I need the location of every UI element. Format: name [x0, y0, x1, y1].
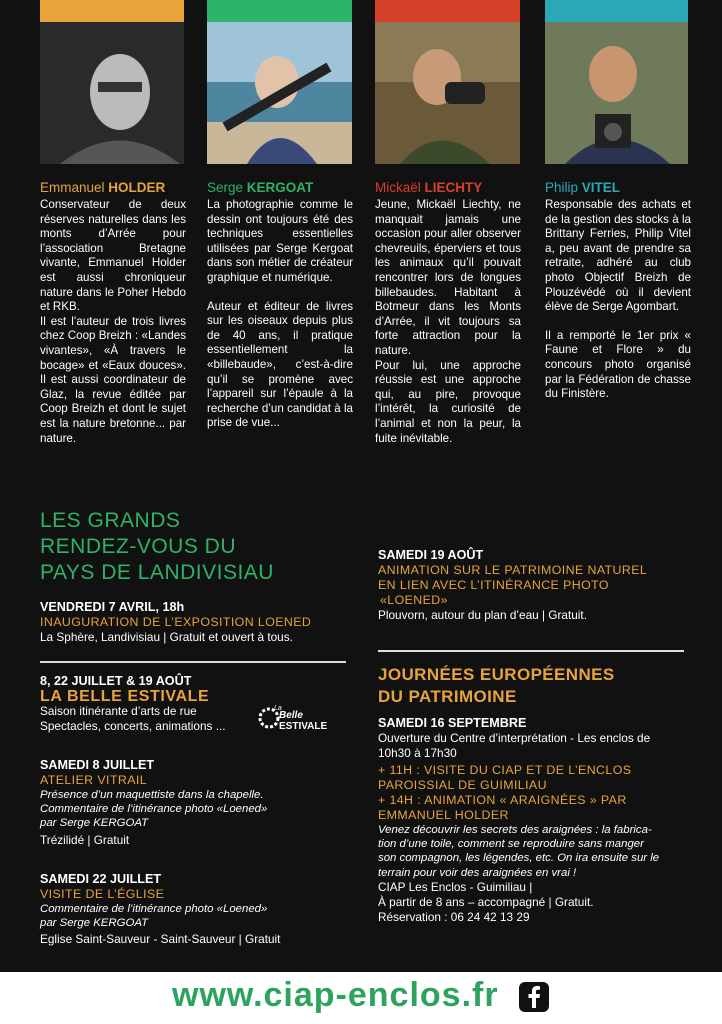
- bio-paragraph: Pour lui, une approche réussie est une approche qui, au pire, provoque l’intérêt, la curiosité de l’animal et non la peur, la fuite inévitable.: [375, 358, 521, 445]
- event-title: + 11H : VISITE DU CIAP ET DE L’ENCLOS: [378, 763, 632, 777]
- event-title: LA BELLE ESTIVALE: [40, 688, 210, 705]
- event-title: VISITE DE L’ÉGLISE: [40, 887, 165, 901]
- heading-line: LES GRANDS: [40, 509, 181, 532]
- website-link[interactable]: www.ciap-enclos.fr: [172, 976, 499, 1014]
- event-place: Trézilidé | Gratuit: [40, 832, 130, 847]
- last-name: VITEL: [581, 180, 621, 195]
- event-title: EN LIEN AVEC L’ITINÉRANCE PHOTO: [378, 578, 609, 592]
- first-name: Philip: [545, 180, 579, 195]
- color-bar-2: [207, 0, 352, 22]
- name-holder: [40, 180, 186, 195]
- divider: [378, 650, 684, 652]
- jep-heading: [378, 664, 615, 708]
- event-date: SAMEDI 22 JUILLET: [40, 872, 162, 886]
- heading-line: PAYS DE LANDIVISIAU: [40, 561, 274, 584]
- event-desc: Ouverture du Centre d’interprétation - Les enclos de: [378, 731, 651, 745]
- event-desc: par Serge KERGOAT: [40, 817, 149, 830]
- event-desc: terrain pour voir des araignées en vrai !: [378, 866, 577, 879]
- event-title: INAUGURATION DE L’EXPOSITION LOENED: [40, 615, 312, 629]
- event-date: SAMEDI 8 JUILLET: [40, 758, 155, 772]
- bio-paragraph: Responsable des achats et de la gestion des stocks à la Brittany Ferries, Philip Vitel a, peu avant de prendre sa retraite, adhéré au club photo Objectif Breizh de Plouzévédé où il devient élève de Serge Agombart.: [545, 198, 691, 314]
- first-name: Mickaël: [375, 180, 421, 195]
- event-desc: Présence d’un maquettiste dans la chapelle.: [40, 789, 264, 801]
- event-desc: par Serge KERGOAT: [40, 917, 149, 930]
- svg-text:Belle: Belle: [279, 710, 303, 721]
- bio-paragraph: Auteur et éditeur de livres sur les oiseaux depuis plus de 40 ans, il pratique essentiellement la «billebaude», c’est-à-dire qu’il se promène avec l’appareil sur l’épaule à la recherche d’un candidat à la prise de vue...: [207, 299, 353, 430]
- event-place: La Sphère, Landivisiau | Gratuit et ouvert à tous.: [40, 630, 293, 644]
- event-desc: son compagnon, les légendes, etc. On ira ensuite sur le: [378, 852, 660, 865]
- event-belle-estivale: [40, 674, 270, 734]
- bio-holder: [40, 180, 186, 446]
- bio-paragraph: Conservateur de deux réserves naturelles dans les monts d’Arrée pour l’association Bretagne vivante, Emmanuel Holder est aussi chroniqueur nature dans le Poher Hebdo et RKB.: [40, 198, 186, 314]
- belle-estivale-logo: [257, 700, 341, 732]
- svg-text:La: La: [274, 705, 282, 712]
- portrait-photo-vitel: [545, 22, 688, 164]
- event-desc: Spectacles, concerts, animations ...: [40, 719, 226, 733]
- event-title: EMMANUEL HOLDER: [378, 808, 509, 822]
- event-title: + 14H : ANIMATION « ARAIGNÉES » PAR: [378, 793, 627, 807]
- last-name: LIECHTY: [424, 180, 483, 195]
- heading-line: RENDEZ-VOUS DU: [40, 535, 237, 558]
- bio-paragraph: Il a remporté le 1er prix « Faune et Flore » du concours photo organisé par la Fédération de chasse du Finistère.: [545, 328, 691, 401]
- bio-liechty: [375, 180, 521, 446]
- first-name: Emmanuel: [40, 180, 105, 195]
- divider: [40, 661, 346, 663]
- event-atelier-vitrail: [40, 758, 350, 848]
- event-desc: Commentaire de l’itinérance photo «Loened»: [40, 903, 268, 915]
- event-place: À partir de 8 ans – accompagné | Gratuit.: [378, 894, 594, 909]
- portrait-photo-liechty: [375, 22, 520, 164]
- color-bar-3: [375, 0, 520, 22]
- event-desc: tion d’une toile, comment se reproduire sans manger: [378, 838, 644, 851]
- bio-paragraph: La photographie comme le dessin ont toujours été des techniques essentielles utilisées par Serge Kergoat dans son métier de créateur graphique et numérique.: [207, 198, 353, 284]
- event-phone: Réservation : 06 24 42 13 29: [378, 909, 530, 924]
- name-vitel: [545, 180, 691, 195]
- event-desc: 10h30 à 17h30: [378, 746, 457, 760]
- event-title: PAROISSIAL DE GUIMILIAU: [378, 778, 547, 792]
- last-name: HOLDER: [108, 180, 166, 195]
- event-date: VENDREDI 7 AVRIL, 18h: [40, 600, 185, 614]
- bio-paragraph: Jeune, Mickaël Liechty, ne manquait jamais une occasion pour aller observer chevreuils, éperviers et tous les animaux qu’il pouvait rencontrer lors de longues billebaudes. Habitant à Botmeur dans les Monts d’Arrée, il vit toujours sa forte attraction pour la nature.: [375, 198, 521, 357]
- jep-line: JOURNÉES EUROPÉENNES: [378, 665, 615, 684]
- event-visite-eglise: [40, 872, 350, 947]
- event-desc: Commentaire de l’itinérance photo «Loened»: [40, 803, 268, 816]
- color-bar-1: [40, 0, 184, 22]
- event-place: Plouvorn, autour du plan d’eau | Gratuit.: [378, 608, 587, 622]
- event-date: SAMEDI 16 SEPTEMBRE: [378, 716, 527, 730]
- event-journees-patrimoine: [378, 716, 698, 925]
- event-place: Eglise Saint-Sauveur - Saint-Sauveur | Gratuit: [40, 932, 281, 947]
- bio-kergoat: [207, 180, 353, 431]
- event-title: ATELIER VITRAIL: [40, 773, 147, 787]
- facebook-icon[interactable]: [519, 982, 549, 1012]
- event-inauguration: [40, 600, 350, 645]
- section-heading: [40, 508, 274, 586]
- event-desc: Saison itinérante d’arts de rue: [40, 704, 197, 718]
- event-place: CIAP Les Enclos - Guimiliau |: [378, 879, 533, 894]
- first-name: Serge: [207, 180, 244, 195]
- jep-line: DU PATRIMOINE: [378, 687, 517, 706]
- name-liechty: [375, 180, 521, 195]
- event-title: «LOENED»: [380, 593, 448, 607]
- portrait-photo-holder: [40, 22, 184, 164]
- event-desc: Venez découvrir les secrets des araignées : la fabrica-: [378, 824, 652, 836]
- event-patrimoine-naturel: [378, 548, 698, 623]
- event-date: 8, 22 JUILLET & 19 AOÛT: [40, 674, 192, 688]
- color-bar-4: [545, 0, 688, 22]
- bio-paragraph: Il est l’auteur de trois livres chez Coop Breizh : «Landes vivantes», «À travers le bocage» et «Eaux douces». Il est aussi coordinateur de Glaz, la revue éditée par Coop Breizh et dont le sujet est la nature bretonne... par nature.: [40, 314, 186, 445]
- event-date: SAMEDI 19 AOÛT: [378, 548, 484, 562]
- svg-text:ESTIVALE: ESTIVALE: [279, 721, 328, 732]
- name-kergoat: [207, 180, 353, 195]
- bio-vitel: [545, 180, 691, 402]
- portrait-photo-kergoat: [207, 22, 352, 164]
- event-title: ANIMATION SUR LE PATRIMOINE NATUREL: [378, 563, 648, 577]
- last-name: KERGOAT: [246, 180, 314, 195]
